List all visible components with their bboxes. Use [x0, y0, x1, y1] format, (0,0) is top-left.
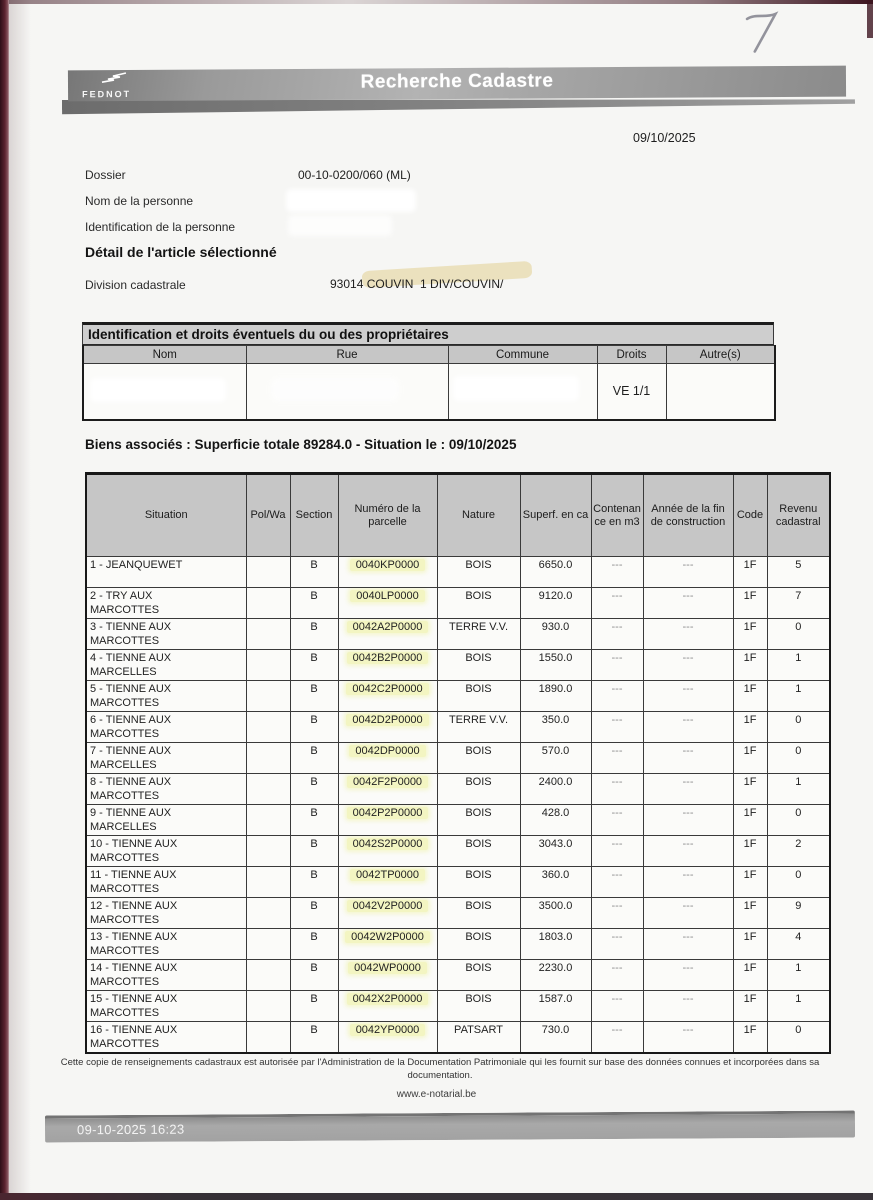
- parcelle-cell: [338, 774, 437, 805]
- annee-cell: ---: [643, 805, 733, 836]
- polwa-cell: [246, 650, 290, 681]
- owners-data-row: [83, 364, 775, 420]
- person-name-redaction: [290, 193, 412, 208]
- polwa-cell: [246, 743, 290, 774]
- parcel-number: 0042X2P0000: [347, 993, 429, 1005]
- person-name-label: Nom de la personne: [85, 194, 194, 208]
- person-id-label: Identification de la personne: [85, 220, 236, 234]
- division-label: Division cadastrale: [85, 278, 186, 292]
- revenu-cell: 0: [767, 805, 830, 836]
- parcel-row: [86, 774, 830, 805]
- nature-cell: BOIS: [437, 588, 520, 619]
- annee-cell: ---: [643, 774, 733, 805]
- contenance-cell: ---: [591, 681, 643, 712]
- parcel-number: 0042TP0000: [350, 869, 425, 881]
- polwa-cell: [246, 929, 290, 960]
- nature-cell: TERRE V.V.: [437, 712, 520, 743]
- parcelle-cell: [338, 929, 437, 960]
- code-cell: 1F: [733, 588, 767, 619]
- owner-rue-cell: [246, 364, 448, 420]
- section-cell: B: [290, 681, 338, 712]
- nature-cell: BOIS: [437, 650, 520, 681]
- situation-cell: 4 - TIENNE AUX MARCELLES: [86, 650, 246, 681]
- parcel-number: 0042S2P0000: [347, 838, 429, 850]
- parcelle-cell: [338, 867, 437, 898]
- nature-cell: BOIS: [437, 743, 520, 774]
- col-annee: Année de la fin de construction: [643, 474, 733, 557]
- parcel-number: 0042C2P0000: [346, 683, 428, 695]
- dossier-label: Dossier: [85, 168, 126, 182]
- parcel-row: [86, 557, 830, 588]
- code-cell: 1F: [733, 774, 767, 805]
- polwa-cell: [246, 681, 290, 712]
- parcel-number: 0042F2P0000: [347, 776, 428, 788]
- parcelle-cell: [338, 557, 437, 588]
- situation-cell: 7 - TIENNE AUX MARCELLES: [86, 743, 246, 774]
- situation-cell: 8 - TIENNE AUX MARCOTTES: [86, 774, 246, 805]
- owners-table: [82, 322, 774, 421]
- parcels-table: [85, 472, 831, 1054]
- contenance-cell: ---: [591, 619, 643, 650]
- owner-droits-cell: VE 1/1: [597, 364, 666, 420]
- parcel-row: [86, 743, 830, 774]
- superf-cell: 9120.0: [520, 588, 591, 619]
- parcelle-cell: [338, 619, 437, 650]
- contenance-cell: ---: [591, 650, 643, 681]
- document-date: 09/10/2025: [633, 131, 696, 145]
- superf-cell: 730.0: [520, 1022, 591, 1053]
- parcelle-cell: [338, 1022, 437, 1053]
- col-code: Code: [733, 474, 767, 557]
- parcelle-cell: [338, 960, 437, 991]
- scan-edge-right: [867, 0, 873, 38]
- parcels-header-row: [86, 474, 830, 557]
- superf-cell: 1890.0: [520, 681, 591, 712]
- superf-cell: 360.0: [520, 867, 591, 898]
- section-cell: B: [290, 588, 338, 619]
- revenu-cell: 7: [767, 588, 830, 619]
- situation-cell: 14 - TIENNE AUX MARCOTTES: [86, 960, 246, 991]
- contenance-cell: ---: [591, 1022, 643, 1053]
- polwa-cell: [246, 867, 290, 898]
- revenu-cell: 0: [767, 712, 830, 743]
- parcel-row: [86, 619, 830, 650]
- section-cell: B: [290, 898, 338, 929]
- contenance-cell: ---: [591, 929, 643, 960]
- contenance-cell: ---: [591, 743, 643, 774]
- parcel-number: 0042P2P0000: [347, 807, 429, 819]
- col-situation: Situation: [86, 474, 246, 557]
- contenance-cell: ---: [591, 960, 643, 991]
- nature-cell: BOIS: [437, 929, 520, 960]
- superf-cell: 428.0: [520, 805, 591, 836]
- situation-cell: 15 - TIENNE AUX MARCOTTES: [86, 991, 246, 1022]
- owner-autres-cell: [666, 364, 775, 420]
- polwa-cell: [246, 898, 290, 929]
- parcelle-cell: [338, 743, 437, 774]
- owner-rue-redaction: [275, 382, 395, 397]
- superf-cell: 2400.0: [520, 774, 591, 805]
- polwa-cell: [246, 960, 290, 991]
- section-cell: B: [290, 991, 338, 1022]
- nature-cell: BOIS: [437, 805, 520, 836]
- code-cell: 1F: [733, 557, 767, 588]
- scan-timestamp: 09-10-2025 16:23: [76, 1121, 185, 1138]
- parcel-row: [86, 650, 830, 681]
- handwritten-seven-glyph: [737, 6, 788, 57]
- parcelle-cell: [338, 681, 437, 712]
- code-cell: 1F: [733, 867, 767, 898]
- parcel-row: [86, 588, 830, 619]
- parcelle-cell: [338, 588, 437, 619]
- revenu-cell: 4: [767, 929, 830, 960]
- code-cell: 1F: [733, 743, 767, 774]
- situation-cell: 11 - TIENNE AUX MARCOTTES: [86, 867, 246, 898]
- col-section: Section: [290, 474, 338, 557]
- revenu-cell: 1: [767, 650, 830, 681]
- section-cell: B: [290, 743, 338, 774]
- contenance-cell: ---: [591, 836, 643, 867]
- owners-col-commune: Commune: [448, 346, 597, 364]
- parcelle-cell: [338, 650, 437, 681]
- revenu-cell: 0: [767, 1022, 830, 1053]
- situation-cell: 10 - TIENNE AUX MARCOTTES: [86, 836, 246, 867]
- revenu-cell: 9: [767, 898, 830, 929]
- section-cell: B: [290, 929, 338, 960]
- code-cell: 1F: [733, 619, 767, 650]
- owners-col-nom: Nom: [83, 346, 246, 364]
- parcelle-cell: [338, 898, 437, 929]
- superf-cell: 350.0: [520, 712, 591, 743]
- contenance-cell: ---: [591, 805, 643, 836]
- code-cell: 1F: [733, 1022, 767, 1053]
- division-value: 93014 COUVIN 1 DIV/COUVIN/: [330, 277, 504, 291]
- situation-cell: 12 - TIENNE AUX MARCOTTES: [86, 898, 246, 929]
- situation-cell: 5 - TIENNE AUX MARCOTTES: [86, 681, 246, 712]
- revenu-cell: 0: [767, 867, 830, 898]
- parcel-row: [86, 836, 830, 867]
- owners-col-rue: Rue: [246, 346, 448, 364]
- annee-cell: ---: [643, 1022, 733, 1053]
- col-superf: Superf. en ca: [520, 474, 591, 557]
- polwa-cell: [246, 836, 290, 867]
- annee-cell: ---: [643, 743, 733, 774]
- polwa-cell: [246, 619, 290, 650]
- contenance-cell: ---: [591, 712, 643, 743]
- polwa-cell: [246, 991, 290, 1022]
- parcel-row: [86, 805, 830, 836]
- parcel-row: [86, 867, 830, 898]
- parcel-number: 0042DP0000: [349, 745, 425, 757]
- owner-nom-redaction: [94, 382, 222, 398]
- col-nature: Nature: [437, 474, 520, 557]
- nature-cell: PATSART: [437, 1022, 520, 1053]
- revenu-cell: 1: [767, 991, 830, 1022]
- section-cell: B: [290, 774, 338, 805]
- contenance-cell: ---: [591, 774, 643, 805]
- handwritten-page-number: [736, 6, 788, 62]
- person-id-redaction: [292, 219, 388, 232]
- code-cell: 1F: [733, 991, 767, 1022]
- superf-cell: 930.0: [520, 619, 591, 650]
- parcels-section-title: Biens associés : Superficie totale 89284.0 - Situation le : 09/10/2025: [85, 437, 517, 452]
- polwa-cell: [246, 588, 290, 619]
- annee-cell: ---: [643, 619, 733, 650]
- superf-cell: 1803.0: [520, 929, 591, 960]
- code-cell: 1F: [733, 712, 767, 743]
- parcelle-cell: [338, 836, 437, 867]
- parcel-number: 0042A2P0000: [347, 621, 429, 633]
- situation-cell: 1 - JEANQUEWET: [86, 557, 246, 588]
- contenance-cell: ---: [591, 557, 643, 588]
- situation-cell: 13 - TIENNE AUX MARCOTTES: [86, 929, 246, 960]
- owner-nom-cell: [83, 364, 246, 420]
- superf-cell: 1550.0: [520, 650, 591, 681]
- code-cell: 1F: [733, 650, 767, 681]
- situation-cell: 2 - TRY AUX MARCOTTES: [86, 588, 246, 619]
- parcel-row: [86, 929, 830, 960]
- nature-cell: BOIS: [437, 898, 520, 929]
- parcel-row: [86, 991, 830, 1022]
- code-cell: 1F: [733, 929, 767, 960]
- section-cell: B: [290, 712, 338, 743]
- owners-header-row: [83, 346, 775, 364]
- bottom-timestamp-bar: [45, 1111, 855, 1143]
- parcelle-cell: [338, 991, 437, 1022]
- situation-cell: 9 - TIENNE AUX MARCELLES: [86, 805, 246, 836]
- owner-commune-redaction: [457, 380, 575, 397]
- scan-edge-top: [0, 0, 873, 4]
- page-shadow: [9, 0, 31, 1200]
- parcel-number: 0042D2P0000: [346, 714, 428, 726]
- section-cell: B: [290, 1022, 338, 1053]
- footer-disclaimer: Cette copie de renseignements cadastraux est autorisée par l'Administration de la Documentation Patrimoniale qui les fournit sur base des données connues et incorporées dans sa documentation.: [60, 1057, 820, 1082]
- col-polwa: Pol/Wa: [246, 474, 290, 557]
- dossier-value: 00-10-0200/060 (ML): [298, 168, 411, 182]
- code-cell: 1F: [733, 836, 767, 867]
- polwa-cell: [246, 712, 290, 743]
- annee-cell: ---: [643, 650, 733, 681]
- section-cell: B: [290, 650, 338, 681]
- section-cell: B: [290, 557, 338, 588]
- annee-cell: ---: [643, 588, 733, 619]
- annee-cell: ---: [643, 929, 733, 960]
- parcel-row: [86, 960, 830, 991]
- website-link: www.e-notarial.be: [396, 1089, 477, 1100]
- nature-cell: BOIS: [437, 557, 520, 588]
- parcel-number: 0040KP0000: [350, 559, 426, 571]
- col-parcelle: Numéro de la parcelle: [338, 474, 437, 557]
- superf-cell: 6650.0: [520, 557, 591, 588]
- col-revenu: Revenu cadastral: [767, 474, 830, 557]
- polwa-cell: [246, 774, 290, 805]
- superf-cell: 3043.0: [520, 836, 591, 867]
- annee-cell: ---: [643, 712, 733, 743]
- parcel-number: 0042B2P0000: [347, 652, 429, 664]
- nature-cell: TERRE V.V.: [437, 619, 520, 650]
- contenance-cell: ---: [591, 991, 643, 1022]
- revenu-cell: 1: [767, 681, 830, 712]
- revenu-cell: 0: [767, 743, 830, 774]
- superf-cell: 2230.0: [520, 960, 591, 991]
- nature-cell: BOIS: [437, 960, 520, 991]
- code-cell: 1F: [733, 805, 767, 836]
- parcel-row: [86, 712, 830, 743]
- header-banner: [68, 66, 846, 102]
- contenance-cell: ---: [591, 898, 643, 929]
- parcel-number: 0042WP0000: [348, 962, 427, 974]
- nature-cell: BOIS: [437, 681, 520, 712]
- annee-cell: ---: [643, 991, 733, 1022]
- annee-cell: ---: [643, 960, 733, 991]
- owner-commune-cell: [448, 364, 597, 420]
- annee-cell: ---: [643, 681, 733, 712]
- nature-cell: BOIS: [437, 836, 520, 867]
- document-title: Recherche Cadastre: [360, 70, 554, 93]
- parcelle-cell: [338, 805, 437, 836]
- parcel-row: [86, 1022, 830, 1053]
- scan-edge-bottom: [0, 1193, 873, 1200]
- fednot-logo-text: FEDNOT: [82, 88, 132, 100]
- section-cell: B: [290, 867, 338, 898]
- owners-col-droits: Droits: [597, 346, 666, 364]
- contenance-cell: ---: [591, 588, 643, 619]
- revenu-cell: 2: [767, 836, 830, 867]
- parcel-row: [86, 898, 830, 929]
- polwa-cell: [246, 805, 290, 836]
- nature-cell: BOIS: [437, 991, 520, 1022]
- section-cell: B: [290, 805, 338, 836]
- polwa-cell: [246, 557, 290, 588]
- superf-cell: 3500.0: [520, 898, 591, 929]
- section-cell: B: [290, 836, 338, 867]
- situation-cell: 6 - TIENNE AUX MARCOTTES: [86, 712, 246, 743]
- annee-cell: ---: [643, 867, 733, 898]
- parcel-number: 0042W2P0000: [345, 931, 430, 943]
- owners-table-title: Identification et droits éventuels du ou des propriétaires: [82, 322, 774, 345]
- revenu-cell: 1: [767, 960, 830, 991]
- code-cell: 1F: [733, 960, 767, 991]
- section-cell: B: [290, 960, 338, 991]
- parcel-number: 0042V2P0000: [347, 900, 429, 912]
- col-contenance: Contenance en m3: [591, 474, 643, 557]
- revenu-cell: 0: [767, 619, 830, 650]
- revenu-cell: 5: [767, 557, 830, 588]
- situation-cell: 16 - TIENNE AUX MARCOTTES: [86, 1022, 246, 1053]
- situation-cell: 3 - TIENNE AUX MARCOTTES: [86, 619, 246, 650]
- nature-cell: BOIS: [437, 867, 520, 898]
- parcelle-cell: [338, 712, 437, 743]
- superf-cell: 1587.0: [520, 991, 591, 1022]
- annee-cell: ---: [643, 557, 733, 588]
- annee-cell: ---: [643, 898, 733, 929]
- parcel-number: 0040LP0000: [350, 590, 424, 602]
- parcel-row: [86, 681, 830, 712]
- annee-cell: ---: [643, 836, 733, 867]
- scan-edge-left: [0, 0, 9, 1200]
- revenu-cell: 1: [767, 774, 830, 805]
- section-cell: B: [290, 619, 338, 650]
- parcel-number: 0042YP0000: [350, 1024, 426, 1036]
- owners-col-autres: Autre(s): [666, 346, 775, 364]
- code-cell: 1F: [733, 681, 767, 712]
- nature-cell: BOIS: [437, 774, 520, 805]
- polwa-cell: [246, 1022, 290, 1053]
- code-cell: 1F: [733, 898, 767, 929]
- detail-section-title: Détail de l'article sélectionné: [85, 244, 277, 260]
- superf-cell: 570.0: [520, 743, 591, 774]
- contenance-cell: ---: [591, 867, 643, 898]
